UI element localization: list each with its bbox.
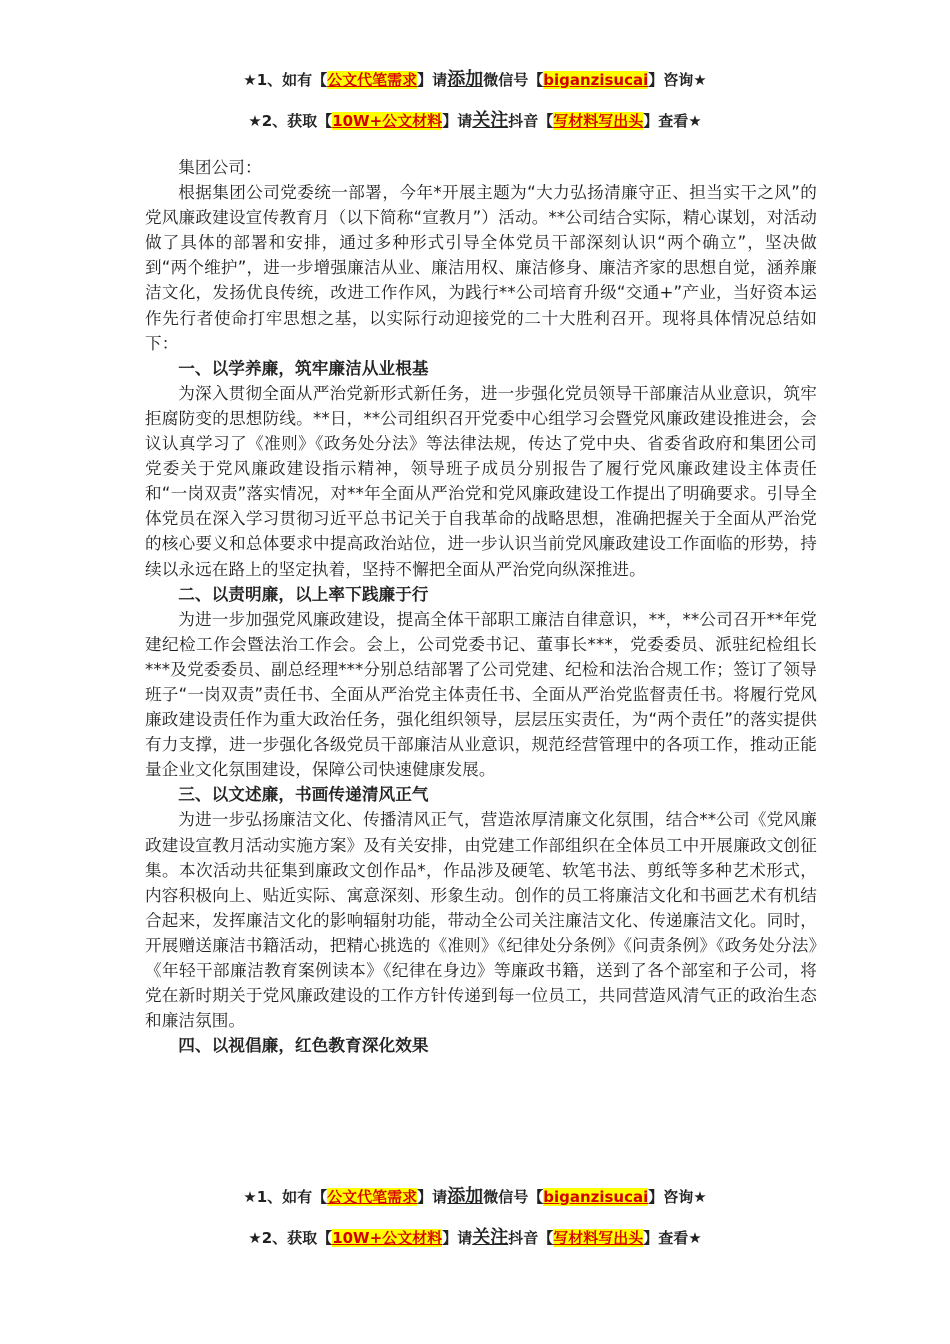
- footer-banner-line-1: [0, 1186, 950, 1208]
- banner-text: 】请: [417, 71, 448, 89]
- banner-suffix: 】查看★: [643, 1229, 702, 1247]
- banner-suffix: 】查看★: [643, 112, 702, 130]
- banner-highlight: biganzisucai: [543, 71, 649, 89]
- section-heading-2: 二、以责明廉，以上率下践廉于行: [178, 584, 429, 604]
- banner-prefix: ★1、如有【: [243, 1188, 328, 1206]
- banner-text: 抖音【: [508, 1229, 554, 1247]
- banner-highlight: 公文代笔需求: [327, 71, 418, 89]
- banner-prefix: ★2、获取【: [248, 1229, 333, 1247]
- banner-suffix: 】咨询★: [648, 1188, 707, 1206]
- banner-text: 】请: [417, 1188, 448, 1206]
- document-body: [145, 155, 817, 1058]
- section-heading-3: 三、以文述廉，书画传递清风正气: [178, 785, 429, 805]
- section-body-3: 为进一步弘扬廉洁文化、传播清风正气，营造浓厚清廉文化氛围，结合**公司《党风廉政建设宣教月活动实施方案》及有关安排，由党建工作部组织在全体员工中开展廉政文创征集。本次活动共征集到廉政文创作品*，作品涉及硬笔、软笔书法、剪纸等多种艺术形式，内容积极向上、贴近实际、寓意深刻、形象生动。创作的员工将廉洁文化和书画艺术有机结合起来，发挥廉洁文化的影响辐射功能，带动全公司关注廉洁文化、传递廉洁文化。同时，开展赠送廉洁书籍活动，把精心挑选的《准则》《纪律处分条例》《问责条例》《政务处分法》《年轻干部廉洁教育案例读本》《纪律在身边》等廉政书籍，送到了各个部室和子公司，将党在新时期关于党风廉政建设的工作方针传递到每一位员工，共同营造风清气正的政治生态和廉洁氛围。: [145, 810, 817, 1031]
- banner-emphasis: 添加: [447, 69, 484, 90]
- banner-highlight: 10W+公文材料: [332, 1229, 443, 1247]
- section-body-1: 为深入贯彻全面从严治党新形式新任务，进一步强化党员领导干部廉洁从业意识，筑牢拒腐防变的思想防线。**日，**公司组织召开党委中心组学习会暨党风廉政建设推进会，会议认真学习了《准则》《政务处分法》等法律法规，传达了党中央、省委省政府和集团公司党委关于党风廉政建设指示精神，领导班子成员分别报告了履行党风廉政建设主体责任和“一岗双责”落实情况，对**年全面从严治党和党风廉政建设工作提出了明确要求。引导全体党员在深入学习贯彻习近平总书记关于自我革命的战略思想，准确把握关于全面从严治党的核心要义和总体要求中提高政治站位，进一步认识当前党风廉政建设工作面临的形势，持续以永远在路上的坚定执着，坚持不懈把全面从严治党向纵深推进。: [145, 383, 817, 579]
- salutation: 集团公司：: [178, 158, 262, 177]
- banner-text: 】请: [442, 112, 473, 130]
- banner-text: 微信号【: [483, 71, 544, 89]
- banner-highlight: 公文代笔需求: [327, 1188, 418, 1206]
- banner-line-1: [0, 69, 950, 91]
- section-body-2: 为进一步加强党风廉政建设，提高全体干部职工廉洁自律意识，**，**公司召开**年党建纪检工作会暨法治工作会。会上，公司党委书记、董事长***，党委委员、派驻纪检组长***及党委委员、副总经理***分别总结部署了公司党建、纪检和法治合规工作；签订了领导班子“一岗双责”责任书、全面从严治党主体责任书、全面从严治党监督责任书。将履行党风廉政建设责任作为重大政治任务，强化组织领导，层层压实责任，为“两个责任”的落实提供有力支撑，进一步强化各级党员干部廉洁从业意识，规范经营管理中的各项工作，推动正能量企业文化氛围建设，保障公司快速健康发展。: [145, 609, 817, 780]
- banner-text: 抖音【: [508, 112, 554, 130]
- section-heading-1: 一、以学养廉，筑牢廉洁从业根基: [178, 358, 429, 378]
- intro-paragraph: 根据集团公司党委统一部署，今年*开展主题为“大力弘扬清廉守正、担当实干之风”的党风廉政建设宣传教育月（以下简称“宣教月”）活动。**公司结合实际，精心谋划，对活动做了具体的部署和安排，通过多种形式引导全体党员干部深刻认识“两个确立”，坚决做到“两个维护”，进一步增强廉洁从业、廉洁用权、廉洁修身、廉洁齐家的思想自觉，涵养廉洁文化，发扬优良传统，改进工作作风，为践行**公司培育升级“交通+”产业，当好资本运作先行者使命打牢思想之基，以实际行动迎接党的二十大胜利召开。现将具体情况总结如下：: [145, 183, 817, 353]
- banner-line-2: [0, 110, 950, 132]
- banner-highlight: 10W+公文材料: [332, 112, 443, 130]
- banner-suffix: 】咨询★: [648, 71, 707, 89]
- banner-emphasis: 添加: [447, 1186, 484, 1207]
- banner-prefix: ★2、获取【: [248, 112, 333, 130]
- footer-banner-line-2: [0, 1227, 950, 1249]
- banner-highlight: 写材料写出头: [553, 112, 644, 130]
- banner-highlight: 写材料写出头: [553, 1229, 644, 1247]
- banner-emphasis: 关注: [472, 110, 509, 131]
- banner-prefix: ★1、如有【: [243, 71, 328, 89]
- banner-text: 】请: [442, 1229, 473, 1247]
- banner-emphasis: 关注: [472, 1227, 509, 1248]
- banner-highlight: biganzisucai: [543, 1188, 649, 1206]
- section-heading-4: 四、以视倡廉，红色教育深化效果: [178, 1036, 429, 1056]
- banner-text: 微信号【: [483, 1188, 544, 1206]
